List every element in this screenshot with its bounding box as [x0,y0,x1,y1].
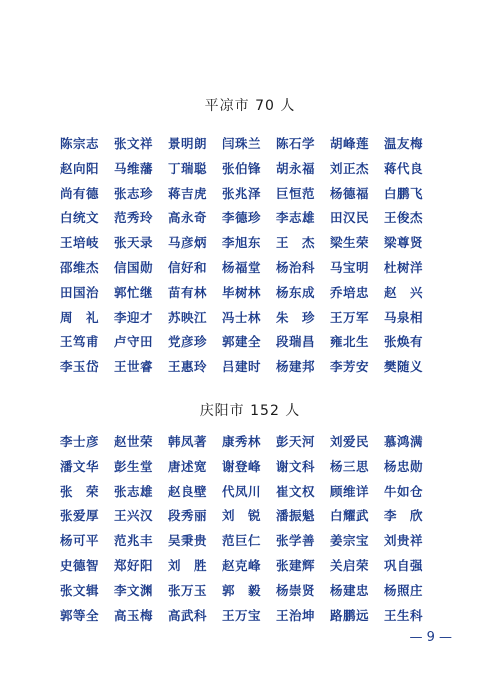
name-entry: 朱 珍 [276,309,316,325]
name-entry: 胡永福 [276,160,316,176]
name-entry: 李旭东 [222,235,262,251]
name-entry: 杨照庄 [384,582,424,598]
name-entry: 张爱厚 [60,508,100,524]
name-entry: 张志珍 [114,185,154,201]
name-entry: 张学善 [276,533,316,549]
name-entry: 王生科 [384,607,424,623]
section-title-qingyang: 庆阳市 152 人 [199,403,301,419]
name-entry: 刘 锐 [222,508,262,524]
name-entry: 毕树林 [222,284,262,300]
name-entry: 赵克峰 [222,557,262,573]
name-entry: 陈石学 [276,136,316,151]
name-entry: 杨建邦 [276,359,316,375]
name-entry: 张志雄 [114,483,154,499]
name-entry: 卢守田 [114,334,154,350]
name-entry: 崔文权 [276,483,316,499]
name-entry: 丁瑞聪 [168,160,208,176]
name-entry: 范巨仁 [222,533,262,549]
name-entry: 吴秉贵 [168,533,208,549]
name-entry: 陈宗志 [60,136,100,151]
name-entry: 马彦炳 [168,235,208,251]
name-entry: 闫珠兰 [222,136,262,151]
name-entry: 路鹏远 [330,607,370,623]
name-entry: 巩自强 [384,557,424,573]
name-entry: 苗有林 [168,284,208,300]
name-entry: 温友梅 [384,136,424,151]
name-entry: 蒋代良 [384,160,424,176]
name-entry: 白统文 [60,210,100,226]
name-entry: 杨东成 [276,284,316,300]
name-entry: 张万玉 [168,582,208,598]
name-entry: 王培岐 [60,235,100,251]
name-entry: 慕鸿满 [384,434,424,449]
name-entry: 蒋吉虎 [168,185,208,201]
name-entry: 苏映江 [168,309,208,325]
name-entry: 白鹏飞 [384,185,424,201]
name-entry: 郭建全 [222,334,262,350]
name-entry: 王万宝 [222,607,262,623]
name-entry: 范秀玲 [114,210,154,226]
name-entry: 党彦珍 [168,334,208,350]
name-entry: 赵 兴 [384,284,424,300]
name-entry: 杨崇贤 [276,582,316,598]
name-entry: 尚有德 [60,185,100,201]
name-entry: 王万军 [330,309,370,325]
name-entry: 景明朗 [168,136,208,151]
name-grid-pingliang [60,132,424,380]
name-entry: 刘 胜 [168,557,208,573]
name-entry: 郭 毅 [222,582,262,598]
name-entry: 田国治 [60,284,100,300]
name-entry: 梁生荣 [330,235,370,251]
name-entry: 王笃甫 [60,334,100,350]
name-entry: 刘爱民 [330,434,370,449]
name-entry: 雍北生 [330,334,370,350]
name-entry: 李玉岱 [60,359,100,375]
name-entry: 王治坤 [276,607,316,623]
section-title-pingliang: 平凉市 70 人 [204,98,296,114]
name-entry: 郭等全 [60,607,100,623]
name-entry: 乔培忠 [330,284,370,300]
name-entry: 田汉民 [330,210,370,226]
name-entry: 彭生堂 [114,458,154,474]
name-entry: 代凤川 [222,483,262,499]
name-entry: 赵向阳 [60,160,100,176]
page-number: — 9 — [409,630,452,645]
name-entry: 王世睿 [114,359,154,375]
name-entry: 谢登峰 [222,458,262,474]
name-entry: 赵良壁 [168,483,208,499]
name-entry: 杨可平 [60,533,100,549]
name-grid-qingyang [60,430,424,628]
name-entry: 马宝明 [330,259,370,275]
name-entry: 杨建忠 [330,582,370,598]
name-entry: 刘正杰 [330,160,370,176]
name-entry: 李文渊 [114,582,154,598]
name-entry: 张伯锋 [222,160,262,176]
name-entry: 关启荣 [330,557,370,573]
name-entry: 杨福堂 [222,259,262,275]
name-entry: 王兴汉 [114,508,154,524]
name-entry: 郭忙继 [114,284,154,300]
name-entry: 李芳安 [330,359,370,375]
name-entry: 范兆丰 [114,533,154,549]
name-entry: 樊随义 [384,359,424,375]
name-entry: 高玉梅 [114,607,154,623]
name-entry: 张 荣 [60,483,100,499]
name-entry: 梁尊贤 [384,235,424,251]
name-entry: 史德智 [60,557,100,573]
name-entry: 马维藩 [114,160,154,176]
name-entry: 杨三思 [330,458,370,474]
name-entry: 巨恒范 [276,185,316,201]
name-entry: 潘振魁 [276,508,316,524]
name-entry: 段秀丽 [168,508,208,524]
name-entry: 刘贵祥 [384,533,424,549]
name-entry: 李士彦 [60,434,100,449]
name-entry: 杜树洋 [384,259,424,275]
name-entry: 高武科 [168,607,208,623]
name-entry: 唐述宽 [168,458,208,474]
name-entry: 王俊杰 [384,210,424,226]
name-entry: 白耀武 [330,508,370,524]
name-entry: 郑好阳 [114,557,154,573]
name-entry: 王惠玲 [168,359,208,375]
name-entry: 张建辉 [276,557,316,573]
name-entry: 康秀林 [222,434,262,449]
name-entry: 周 礼 [60,309,100,325]
name-entry: 李德珍 [222,210,262,226]
name-entry: 段瑞昌 [276,334,316,350]
name-entry: 谢文科 [276,458,316,474]
name-entry: 吕建时 [222,359,262,375]
name-entry: 姜宗宝 [330,533,370,549]
name-entry: 杨德福 [330,185,370,201]
name-entry: 张焕有 [384,334,424,350]
name-entry: 潘文华 [60,458,100,474]
name-entry: 胡峰莲 [330,136,370,151]
name-entry: 李迎才 [114,309,154,325]
name-entry: 张天录 [114,235,154,251]
name-entry: 赵世荣 [114,434,154,449]
name-entry: 马泉相 [384,309,424,325]
name-entry: 高永奇 [168,210,208,226]
name-entry: 韩凤著 [168,434,208,449]
name-entry: 信国勋 [114,259,154,275]
name-entry: 邵维杰 [60,259,100,275]
name-entry: 张文辑 [60,582,100,598]
name-entry: 冯士林 [222,309,262,325]
name-entry: 李志雄 [276,210,316,226]
name-entry: 张文祥 [114,136,154,151]
name-entry: 信好和 [168,259,208,275]
name-entry: 彭天河 [276,434,316,449]
name-entry: 王 杰 [276,235,316,251]
name-entry: 顾维详 [330,483,370,499]
name-entry: 牛如仓 [384,483,424,499]
name-entry: 杨忠勋 [384,458,424,474]
name-entry: 张兆泽 [222,185,262,201]
name-entry: 李 欣 [384,508,424,524]
name-entry: 杨治科 [276,259,316,275]
